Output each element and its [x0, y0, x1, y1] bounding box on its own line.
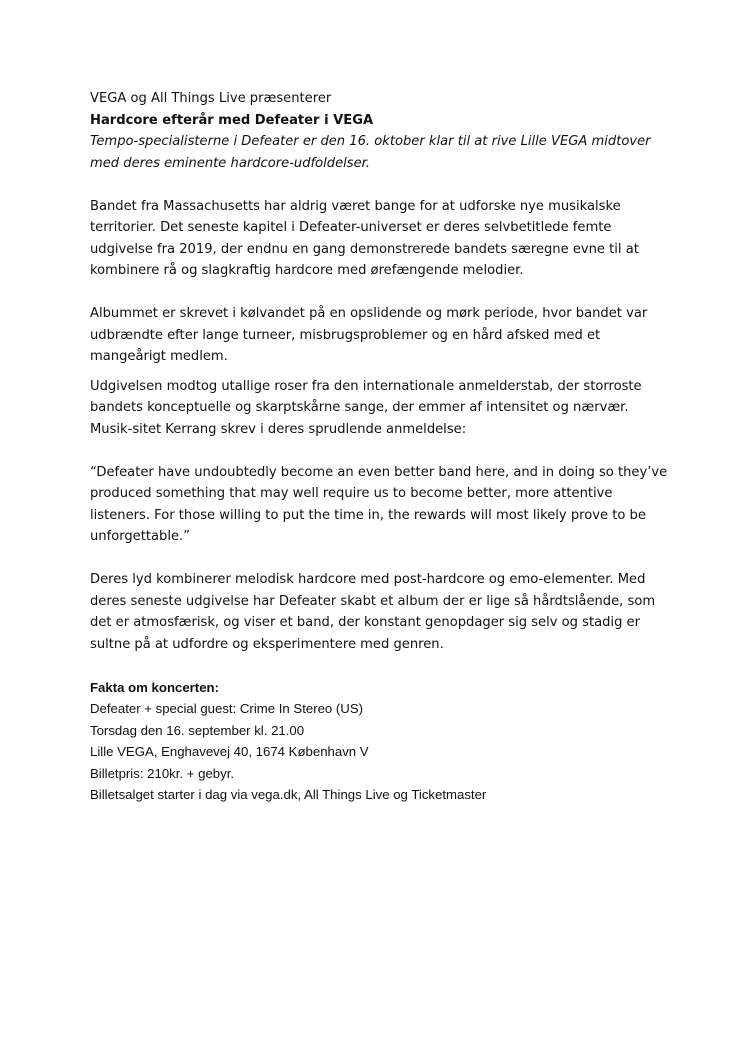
quote-line: listeners. For those willing to put the time in, the rewards will most likely prove to be: [90, 507, 646, 523]
lede-line: med deres eminente hardcore-udfoldelser.: [90, 155, 371, 171]
body-paragraph: [90, 376, 690, 441]
paragraph-line: det er atmosfærisk, og viser et band, der konstant genopdager sig selv og stadig er: [90, 615, 640, 630]
review-quote: [90, 462, 690, 548]
fact-line: Billetsalget starter i dag via vega.dk, All Things Live og Ticketmaster: [90, 787, 487, 802]
fact-line: Defeater + special guest: Crime In Stereo (US): [90, 701, 364, 716]
lede-line: Tempo-specialisterne i Defeater er den 16. oktober klar til at rive Lille VEGA midtover: [90, 134, 651, 149]
paragraph-line: udgivelse fra 2019, der endnu en gang demonstrerede bandets særegne evne til at: [90, 241, 639, 257]
fact-line: Torsdag den 16. september kl. 21.00: [90, 722, 305, 738]
fact-line: Lille VEGA, Enghavevej 40, 1674 København V: [90, 744, 369, 759]
headline: Hardcore efterår med Defeater i VEGA: [90, 112, 374, 128]
fact-line: Billetpris: 210kr. + gebyr.: [90, 765, 235, 781]
paragraph-line: udbrændte efter lange turneer, misbrugsproblemer og en hård afsked med et: [90, 327, 601, 343]
quote-line: unforgettable.”: [90, 529, 190, 544]
paragraph-line: Udgivelsen modtog utallige roser fra den internationale anmelderstab, der storroste: [90, 378, 642, 394]
facts-heading: Fakta om koncerten:: [90, 679, 219, 695]
paragraph-line: Musik-sitet Kerrang skrev i deres sprudlende anmeldelse:: [90, 421, 467, 437]
paragraph-line: bandets konceptuelle og skarptskårne sange, der emmer af intensitet og nærvær.: [90, 400, 629, 415]
paragraph-line: Deres lyd kombinerer melodisk hardcore med post-hardcore og emo-elementer. Med: [90, 572, 646, 587]
header-block: [90, 88, 690, 174]
paragraph-line: deres seneste udgivelse har Defeater skabt et album der er lige så hårdtslående, som: [90, 593, 656, 609]
paragraph-line: territorier. Det seneste kapitel i Defeater-universet er deres selvbetitlede femte: [90, 220, 612, 235]
quote-line: “Defeater have undoubtedly become an even better band here, and in doing so they’ve: [90, 464, 668, 480]
body-paragraph: [90, 196, 690, 282]
paragraph-line: sultne på at udfordre og eksperimentere med genren.: [90, 636, 444, 652]
body-paragraph: [90, 569, 690, 655]
quote-line: produced something that may well require us to become better, more attentive: [90, 486, 613, 501]
presenter-line: VEGA og All Things Live præsenterer: [90, 91, 332, 106]
paragraph-line: Albummet er skrevet i kølvandet på en opslidende og mørk periode, hvor bandet var: [90, 306, 648, 321]
paragraph-line: Bandet fra Massachusetts har aldrig været bange for at udforske nye musikalske: [90, 198, 621, 214]
press-release-page: [90, 88, 690, 806]
concert-facts: [90, 677, 690, 806]
paragraph-line: mangeårigt medlem.: [90, 349, 228, 364]
paragraph-line: kombinere rå og slagkraftig hardcore med ørefængende melodier.: [90, 263, 524, 278]
body-paragraph: [90, 303, 690, 368]
